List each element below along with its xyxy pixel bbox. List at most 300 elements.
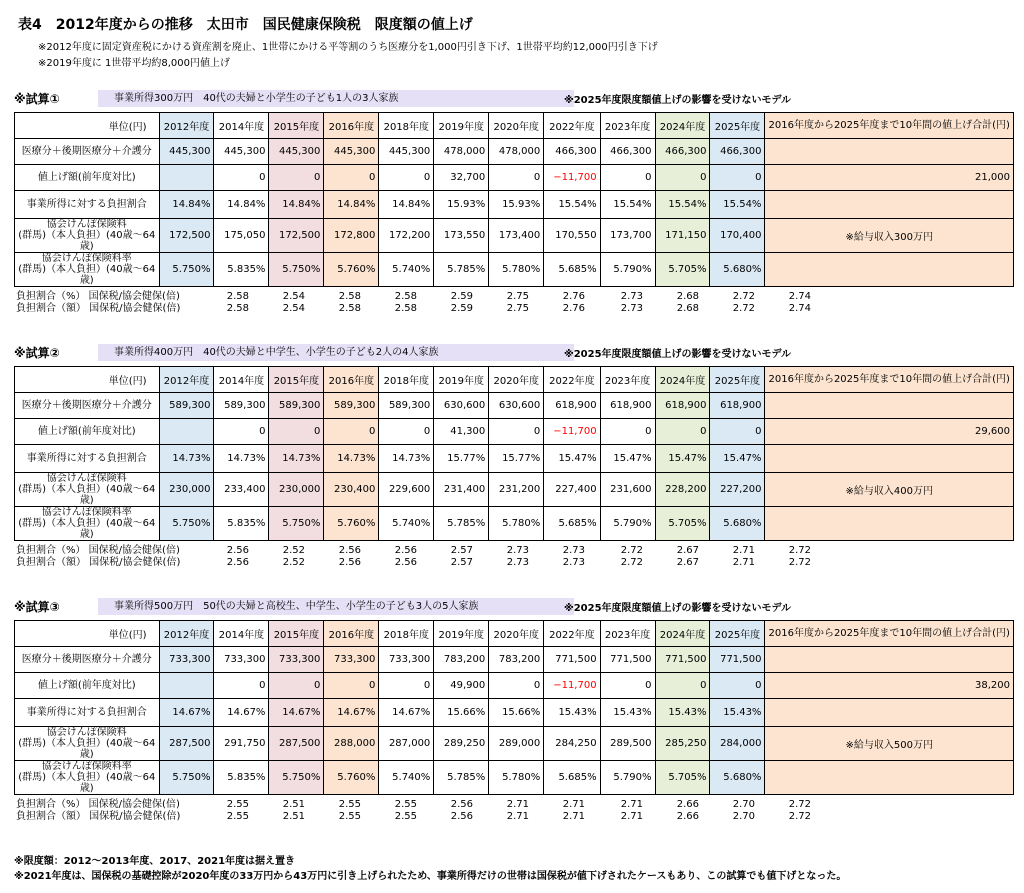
table-cell: 0 xyxy=(600,419,655,445)
ratio-value: 2.56 xyxy=(450,811,473,822)
header-year: 2023年度 xyxy=(600,113,655,139)
ratio-value: 2.71 xyxy=(620,811,643,822)
ratio-value: 2.52 xyxy=(282,557,305,568)
table-cell: 589,300 xyxy=(324,393,379,419)
table-cell: 227,200 xyxy=(710,473,765,507)
page-title: 表4 2012年度からの推移 太田市 国民健康保険税 限度額の値上げ xyxy=(18,17,473,33)
ratio-value: 2.54 xyxy=(282,303,305,314)
table-cell: 175,050 xyxy=(214,219,269,253)
table-cell: 589,300 xyxy=(379,393,434,419)
table-cell: 172,200 xyxy=(379,219,434,253)
header-year: 2014年度 xyxy=(214,367,269,393)
table-cell: 5.780% xyxy=(489,253,544,287)
ratio-value: 2.75 xyxy=(506,303,529,314)
table-cell: 733,300 xyxy=(269,647,324,673)
total-cell: ※給与収入400万円 xyxy=(765,473,1014,507)
table-cell: 589,300 xyxy=(214,393,269,419)
table-cell: 466,300 xyxy=(655,139,710,165)
ratio-value: 2.55 xyxy=(338,799,361,810)
table-cell: 0 xyxy=(214,673,269,699)
table-cell: 5.705% xyxy=(655,253,710,287)
header-year: 2025年度 xyxy=(710,367,765,393)
table-cell: 15.43% xyxy=(600,699,655,727)
ratio-value: 2.58 xyxy=(338,303,361,314)
table-cell: −11,700 xyxy=(544,419,600,445)
table-cell: 771,500 xyxy=(544,647,600,673)
ratio-value: 2.75 xyxy=(506,291,529,302)
table-cell: 15.77% xyxy=(489,445,544,473)
ratio-value: 2.71 xyxy=(620,799,643,810)
trial-section xyxy=(14,90,1014,314)
ratio-value: 2.72 xyxy=(788,557,811,568)
table-cell: 173,400 xyxy=(489,219,544,253)
table-cell: 14.84% xyxy=(379,191,434,219)
table-cell: 5.785% xyxy=(434,253,489,287)
table-cell: 15.54% xyxy=(544,191,600,219)
ratio-value: 2.72 xyxy=(788,799,811,810)
ratio-value: 2.73 xyxy=(562,545,585,556)
table-cell: 14.73% xyxy=(379,445,434,473)
note-2: ※2019年度に 1世帯平均約8,000円値上げ xyxy=(38,58,230,69)
table-cell: 630,600 xyxy=(434,393,489,419)
table-row xyxy=(15,473,1014,507)
trial-table xyxy=(14,366,1014,541)
table-cell: 284,250 xyxy=(544,727,600,761)
table-cell: 172,800 xyxy=(324,219,379,253)
header-year: 2018年度 xyxy=(379,621,434,647)
table-cell: 630,600 xyxy=(489,393,544,419)
table-cell: 231,200 xyxy=(489,473,544,507)
table-cell: 618,900 xyxy=(544,393,600,419)
ratio-label: 負担割合（%） 国保税/協会健保(倍) xyxy=(16,545,180,556)
ratio-value: 2.58 xyxy=(226,303,249,314)
table-cell: 5.740% xyxy=(379,507,434,541)
table-cell: 5.790% xyxy=(600,761,655,795)
ratio-value: 2.51 xyxy=(282,799,305,810)
ratio-value: 2.58 xyxy=(338,291,361,302)
table-cell: 5.750% xyxy=(269,253,324,287)
ratio-value: 2.68 xyxy=(676,303,699,314)
table-cell: 0 xyxy=(379,165,434,191)
section-model-note: ※2025年度限度額値上げの影響を受けないモデル xyxy=(564,603,792,614)
ratio-row xyxy=(14,291,814,303)
table-cell: 5.680% xyxy=(710,507,765,541)
row-label: 値上げ額(前年度対比) xyxy=(15,673,160,699)
table-cell: 15.43% xyxy=(544,699,600,727)
table-cell: 466,300 xyxy=(600,139,655,165)
table-cell: 0 xyxy=(269,165,324,191)
ratio-value: 2.73 xyxy=(506,557,529,568)
table-cell: 445,300 xyxy=(324,139,379,165)
table-cell: 49,900 xyxy=(434,673,489,699)
ratio-value: 2.58 xyxy=(226,291,249,302)
header-year: 2024年度 xyxy=(655,367,710,393)
section-label: ※試算③ xyxy=(14,600,60,614)
table-cell: 5.750% xyxy=(159,507,214,541)
table-cell: 15.93% xyxy=(434,191,489,219)
table-cell: 230,400 xyxy=(324,473,379,507)
table-cell: 618,900 xyxy=(710,393,765,419)
table-cell: 733,300 xyxy=(379,647,434,673)
table-cell: 466,300 xyxy=(710,139,765,165)
total-cell xyxy=(765,699,1014,727)
ratio-label: 負担割合（額） 国保税/協会健保(倍) xyxy=(16,303,181,314)
table-cell: 15.47% xyxy=(710,445,765,473)
table-row xyxy=(15,445,1014,473)
ratio-value: 2.71 xyxy=(506,811,529,822)
trial-table xyxy=(14,112,1014,287)
table-cell: 5.705% xyxy=(655,507,710,541)
header-year: 2016年度 xyxy=(324,113,379,139)
table-cell: 172,500 xyxy=(159,219,214,253)
table-cell xyxy=(159,165,214,191)
section-model-note: ※2025年度限度額値上げの影響を受けないモデル xyxy=(564,95,792,106)
total-cell xyxy=(765,761,1014,795)
ratio-value: 2.56 xyxy=(338,557,361,568)
table-cell: 445,300 xyxy=(269,139,324,165)
table-cell: 15.54% xyxy=(600,191,655,219)
table-cell: 14.67% xyxy=(324,699,379,727)
table-cell: 733,300 xyxy=(159,647,214,673)
table-cell: 466,300 xyxy=(544,139,600,165)
table-cell: 5.790% xyxy=(600,253,655,287)
table-cell: 171,150 xyxy=(655,219,710,253)
table-cell: 231,600 xyxy=(600,473,655,507)
ratio-value: 2.70 xyxy=(732,811,755,822)
ratio-value: 2.71 xyxy=(562,799,585,810)
table-cell: 287,000 xyxy=(379,727,434,761)
table-cell: 14.73% xyxy=(214,445,269,473)
table-header-row xyxy=(15,621,1014,647)
header-year: 2015年度 xyxy=(269,621,324,647)
table-cell: 173,700 xyxy=(600,219,655,253)
ratio-table xyxy=(14,291,814,315)
row-label: 協会けんぽ保険料 (群馬)（本人負担）(40歳～64歳) xyxy=(15,219,160,253)
ratio-value: 2.59 xyxy=(450,303,473,314)
header-year: 2014年度 xyxy=(214,621,269,647)
header-year: 2022年度 xyxy=(544,113,600,139)
ratio-value: 2.55 xyxy=(226,811,249,822)
header-year: 2020年度 xyxy=(489,113,544,139)
table-cell: 445,300 xyxy=(159,139,214,165)
table-cell: 0 xyxy=(600,165,655,191)
table-cell: 172,500 xyxy=(269,219,324,253)
table-cell: 228,200 xyxy=(655,473,710,507)
ratio-value: 2.57 xyxy=(450,557,473,568)
ratio-value: 2.72 xyxy=(620,545,643,556)
ratio-value: 2.73 xyxy=(506,545,529,556)
total-cell: 21,000 xyxy=(765,165,1014,191)
row-label: 協会けんぽ保険料 (群馬)（本人負担）(40歳～64歳) xyxy=(15,727,160,761)
table-cell: 32,700 xyxy=(434,165,489,191)
ratio-value: 2.59 xyxy=(450,291,473,302)
table-cell: 173,550 xyxy=(434,219,489,253)
table-row xyxy=(15,165,1014,191)
ratio-value: 2.76 xyxy=(562,291,585,302)
table-cell: 14.84% xyxy=(214,191,269,219)
ratio-value: 2.70 xyxy=(732,799,755,810)
ratio-value: 2.72 xyxy=(788,811,811,822)
table-cell: 15.66% xyxy=(434,699,489,727)
header-year: 2012年度 xyxy=(159,113,214,139)
table-cell: 227,400 xyxy=(544,473,600,507)
total-cell xyxy=(765,393,1014,419)
table-cell: 5.680% xyxy=(710,761,765,795)
ratio-value: 2.56 xyxy=(338,545,361,556)
table-cell: 0 xyxy=(710,673,765,699)
table-cell: 0 xyxy=(489,673,544,699)
section-description: 事業所得300万円 40代の夫婦と小学生の子ども1人の3人家族 xyxy=(98,90,574,107)
table-cell: 14.67% xyxy=(379,699,434,727)
table-cell: 478,000 xyxy=(434,139,489,165)
table-cell: 41,300 xyxy=(434,419,489,445)
table-cell: 5.740% xyxy=(379,253,434,287)
table-cell: 589,300 xyxy=(269,393,324,419)
table-cell: 15.54% xyxy=(655,191,710,219)
ratio-table xyxy=(14,799,814,823)
table-row xyxy=(15,699,1014,727)
table-cell: 5.685% xyxy=(544,761,600,795)
ratio-value: 2.52 xyxy=(282,545,305,556)
ratio-label: 負担割合（%） 国保税/協会健保(倍) xyxy=(16,291,180,302)
note-1: ※2012年度に固定資産税にかける資産割を廃止、1世帯にかける平等割のうち医療分を1,000円引き下げ、1世帯平均約12,000円引き下げ xyxy=(38,42,658,53)
header-unit: 単位(円) xyxy=(15,113,160,139)
table-row xyxy=(15,393,1014,419)
table-row xyxy=(15,673,1014,699)
row-label: 事業所得に対する負担割合 xyxy=(15,191,160,219)
ratio-value: 2.58 xyxy=(394,291,417,302)
table-cell: 15.93% xyxy=(489,191,544,219)
ratio-value: 2.56 xyxy=(226,557,249,568)
ratio-value: 2.73 xyxy=(620,303,643,314)
table-cell: 285,250 xyxy=(655,727,710,761)
table-cell xyxy=(159,419,214,445)
total-cell xyxy=(765,139,1014,165)
header-year: 2020年度 xyxy=(489,621,544,647)
table-cell: 5.780% xyxy=(489,761,544,795)
header-year: 2019年度 xyxy=(434,367,489,393)
section-header xyxy=(14,90,1014,108)
ratio-table xyxy=(14,545,814,569)
table-row xyxy=(15,647,1014,673)
table-cell: 5.760% xyxy=(324,253,379,287)
table-cell: −11,700 xyxy=(544,165,600,191)
header-year: 2025年度 xyxy=(710,113,765,139)
trial-table xyxy=(14,620,1014,795)
ratio-row xyxy=(14,799,814,811)
total-cell: ※給与収入300万円 xyxy=(765,219,1014,253)
table-cell: 5.835% xyxy=(214,253,269,287)
ratio-value: 2.56 xyxy=(394,545,417,556)
table-cell: 14.84% xyxy=(159,191,214,219)
section-label: ※試算② xyxy=(14,346,60,360)
ratio-value: 2.56 xyxy=(394,557,417,568)
table-cell: 5.835% xyxy=(214,507,269,541)
footnote-2: ※2021年度は、国保税の基礎控除が2020年度の33万円から43万円に引き上げられたため、事業所得だけの世帯は国保税が値下げされたケースもあり、この試算でも値下げとなった。 xyxy=(14,871,847,882)
section-description: 事業所得500万円 50代の夫婦と高校生、中学生、小学生の子ども3人の5人家族 xyxy=(98,598,574,615)
table-cell: 287,500 xyxy=(269,727,324,761)
header-total: 2016年度から2025年度まで10年間の値上げ合計(円) xyxy=(765,113,1014,139)
total-cell xyxy=(765,647,1014,673)
header-year: 2023年度 xyxy=(600,367,655,393)
ratio-value: 2.66 xyxy=(676,811,699,822)
table-cell: 14.84% xyxy=(324,191,379,219)
table-cell: 5.685% xyxy=(544,253,600,287)
header-year: 2022年度 xyxy=(544,367,600,393)
table-cell: 15.54% xyxy=(710,191,765,219)
ratio-value: 2.72 xyxy=(620,557,643,568)
total-cell: 38,200 xyxy=(765,673,1014,699)
header-year: 2023年度 xyxy=(600,621,655,647)
table-cell: 733,300 xyxy=(214,647,269,673)
header-year: 2016年度 xyxy=(324,367,379,393)
table-cell: 0 xyxy=(655,673,710,699)
header-year: 2016年度 xyxy=(324,621,379,647)
ratio-row xyxy=(14,557,814,569)
trial-section xyxy=(14,344,1014,568)
table-cell: 618,900 xyxy=(655,393,710,419)
header-total: 2016年度から2025年度まで10年間の値上げ合計(円) xyxy=(765,621,1014,647)
table-header-row xyxy=(15,113,1014,139)
table-cell: 170,550 xyxy=(544,219,600,253)
trial-section xyxy=(14,598,1014,822)
table-cell: 5.785% xyxy=(434,761,489,795)
table-cell: −11,700 xyxy=(544,673,600,699)
table-cell: 170,400 xyxy=(710,219,765,253)
table-cell: 0 xyxy=(655,165,710,191)
table-cell: 589,300 xyxy=(159,393,214,419)
row-label: 協会けんぽ保険料 (群馬)（本人負担）(40歳～64歳) xyxy=(15,473,160,507)
table-cell: 233,400 xyxy=(214,473,269,507)
ratio-value: 2.67 xyxy=(676,557,699,568)
table-cell: 0 xyxy=(324,165,379,191)
header-year: 2018年度 xyxy=(379,367,434,393)
table-cell: 445,300 xyxy=(379,139,434,165)
table-cell: 14.67% xyxy=(159,699,214,727)
total-cell xyxy=(765,191,1014,219)
table-cell: 5.750% xyxy=(269,761,324,795)
table-cell: 5.685% xyxy=(544,507,600,541)
ratio-value: 2.54 xyxy=(282,291,305,302)
table-row xyxy=(15,761,1014,795)
table-cell: 783,200 xyxy=(489,647,544,673)
table-cell: 771,500 xyxy=(710,647,765,673)
table-cell: 289,000 xyxy=(489,727,544,761)
header-year: 2014年度 xyxy=(214,113,269,139)
table-cell: 5.780% xyxy=(489,507,544,541)
row-label: 協会けんぽ保険料率 (群馬)（本人負担）(40歳～64歳) xyxy=(15,761,160,795)
total-cell xyxy=(765,507,1014,541)
header-year: 2019年度 xyxy=(434,113,489,139)
header-total: 2016年度から2025年度まで10年間の値上げ合計(円) xyxy=(765,367,1014,393)
ratio-value: 2.55 xyxy=(394,799,417,810)
header-year: 2012年度 xyxy=(159,621,214,647)
table-cell: 229,600 xyxy=(379,473,434,507)
ratio-row xyxy=(14,545,814,557)
table-cell: 771,500 xyxy=(655,647,710,673)
table-cell: 14.73% xyxy=(324,445,379,473)
table-cell: 14.73% xyxy=(269,445,324,473)
table-row xyxy=(15,419,1014,445)
table-row xyxy=(15,727,1014,761)
table-cell: 289,500 xyxy=(600,727,655,761)
ratio-value: 2.56 xyxy=(226,545,249,556)
table-cell: 0 xyxy=(269,419,324,445)
ratio-value: 2.58 xyxy=(394,303,417,314)
ratio-value: 2.74 xyxy=(788,303,811,314)
ratio-label: 負担割合（額） 国保税/協会健保(倍) xyxy=(16,557,181,568)
table-cell: 0 xyxy=(489,165,544,191)
table-cell: 0 xyxy=(324,419,379,445)
table-cell: 284,000 xyxy=(710,727,765,761)
ratio-value: 2.55 xyxy=(394,811,417,822)
table-cell: 0 xyxy=(214,165,269,191)
table-cell: 771,500 xyxy=(600,647,655,673)
table-cell: 15.47% xyxy=(655,445,710,473)
table-cell: 289,250 xyxy=(434,727,489,761)
ratio-value: 2.72 xyxy=(732,303,755,314)
table-cell: 0 xyxy=(269,673,324,699)
table-cell: 0 xyxy=(710,165,765,191)
ratio-value: 2.72 xyxy=(732,291,755,302)
table-cell: 15.43% xyxy=(655,699,710,727)
header-unit: 単位(円) xyxy=(15,621,160,647)
table-cell: 618,900 xyxy=(600,393,655,419)
total-cell: 29,600 xyxy=(765,419,1014,445)
table-cell: 5.785% xyxy=(434,507,489,541)
ratio-value: 2.71 xyxy=(506,799,529,810)
table-cell: 0 xyxy=(710,419,765,445)
section-header xyxy=(14,598,1014,616)
header-year: 2024年度 xyxy=(655,113,710,139)
footnote-1: ※限度額：2012～2013年度、2017、2021年度は据え置き xyxy=(14,856,296,867)
row-label: 医療分＋後期医療分＋介護分 xyxy=(15,647,160,673)
table-cell: 287,500 xyxy=(159,727,214,761)
table-cell: 5.705% xyxy=(655,761,710,795)
table-cell: 783,200 xyxy=(434,647,489,673)
header-year: 2022年度 xyxy=(544,621,600,647)
ratio-value: 2.55 xyxy=(226,799,249,810)
header-year: 2015年度 xyxy=(269,367,324,393)
table-row xyxy=(15,191,1014,219)
table-cell: 15.47% xyxy=(544,445,600,473)
table-cell: 0 xyxy=(600,673,655,699)
table-cell: 5.750% xyxy=(159,761,214,795)
table-cell: 5.835% xyxy=(214,761,269,795)
table-cell: 5.750% xyxy=(159,253,214,287)
table-cell: 5.760% xyxy=(324,507,379,541)
table-cell: 15.77% xyxy=(434,445,489,473)
ratio-value: 2.72 xyxy=(788,545,811,556)
row-label: 値上げ額(前年度対比) xyxy=(15,165,160,191)
table-cell: 15.43% xyxy=(710,699,765,727)
ratio-label: 負担割合（%） 国保税/協会健保(倍) xyxy=(16,799,180,810)
ratio-value: 2.67 xyxy=(676,545,699,556)
table-cell: 0 xyxy=(489,419,544,445)
table-cell: 478,000 xyxy=(489,139,544,165)
row-label: 値上げ額(前年度対比) xyxy=(15,419,160,445)
total-cell xyxy=(765,445,1014,473)
table-cell: 14.84% xyxy=(269,191,324,219)
ratio-value: 2.57 xyxy=(450,545,473,556)
table-cell: 14.73% xyxy=(159,445,214,473)
ratio-value: 2.55 xyxy=(338,811,361,822)
table-row xyxy=(15,253,1014,287)
row-label: 事業所得に対する負担割合 xyxy=(15,699,160,727)
table-cell: 5.680% xyxy=(710,253,765,287)
table-cell: 0 xyxy=(214,419,269,445)
header-year: 2025年度 xyxy=(710,621,765,647)
